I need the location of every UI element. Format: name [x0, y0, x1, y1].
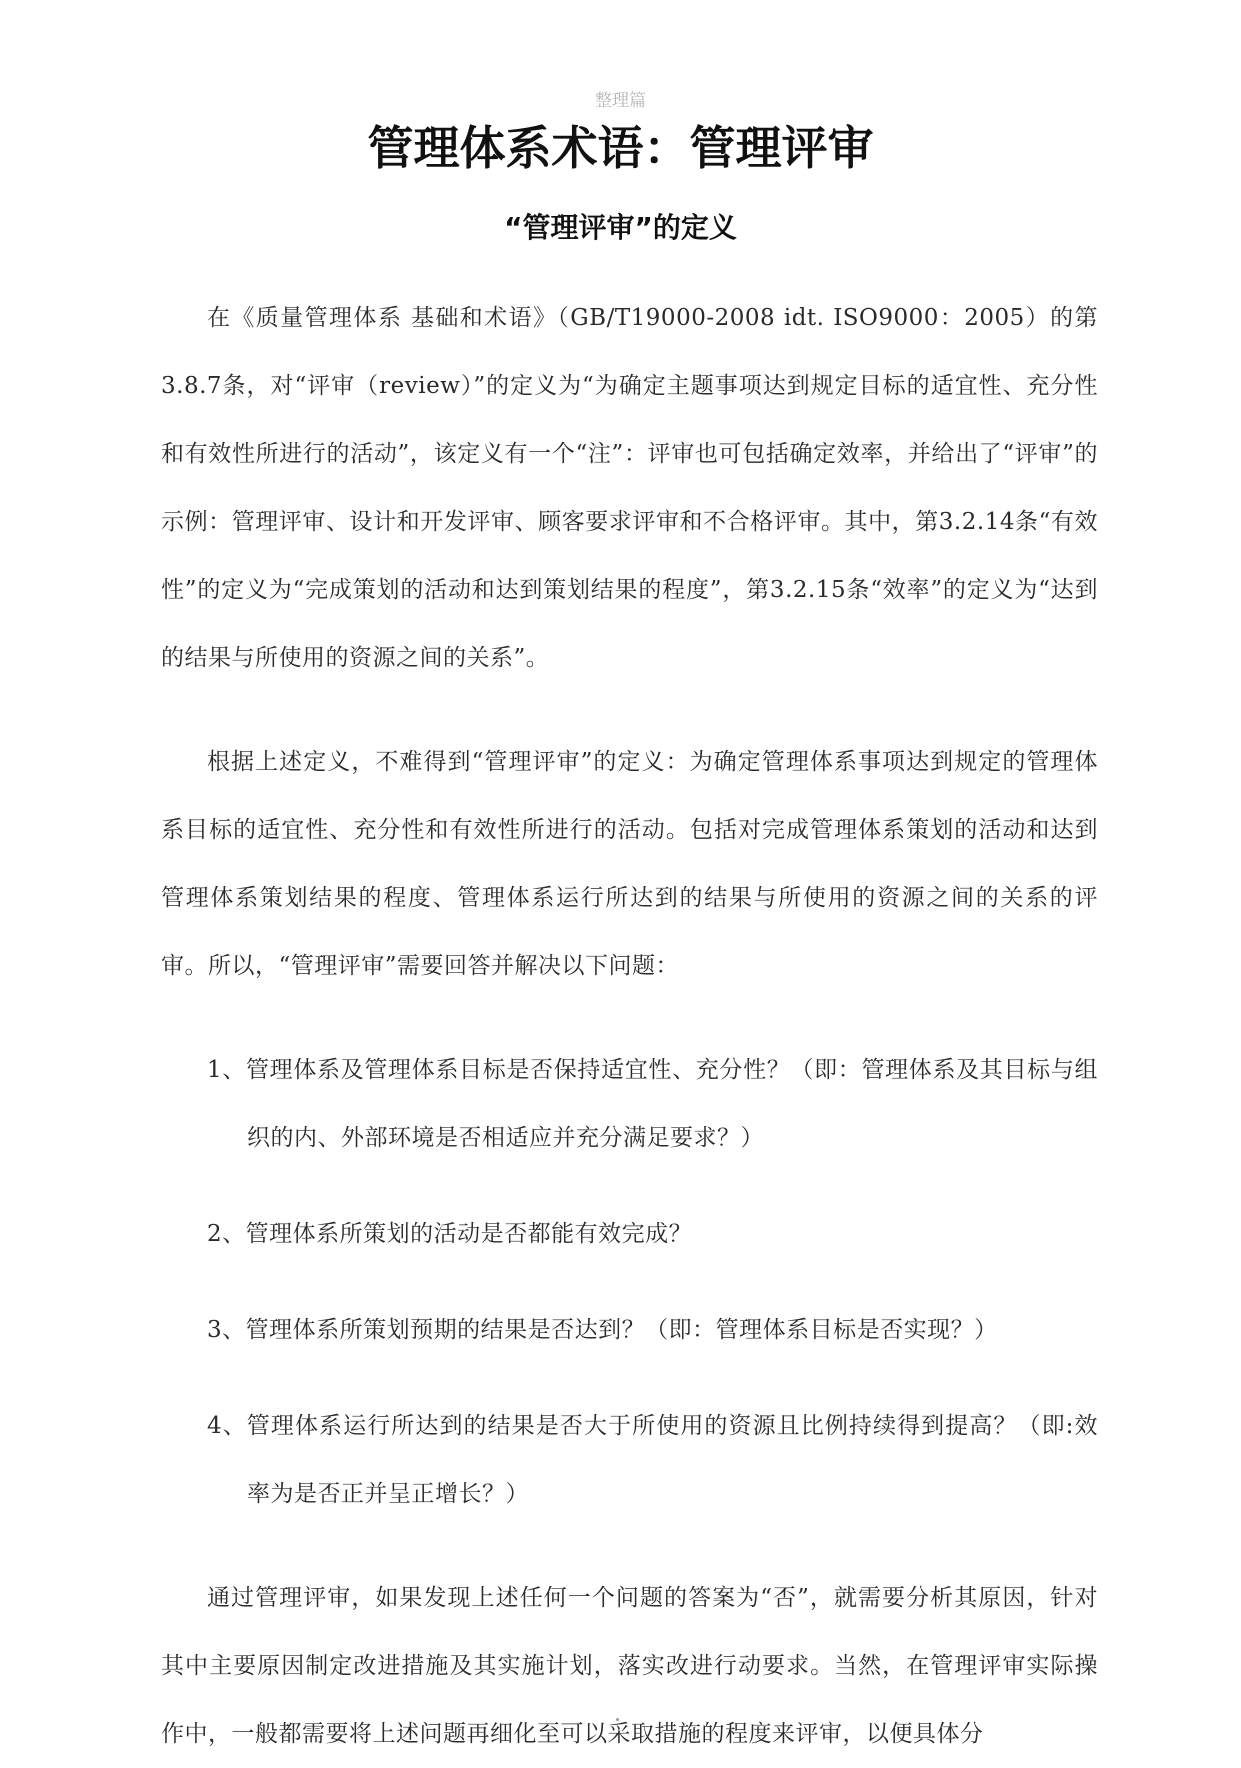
- list-item: 2、管理体系所策划的活动是否都能有效完成？: [207, 1221, 693, 1247]
- footer-dot: [616, 1718, 619, 1721]
- paragraph-definition-review: 在《质量管理体系 基础和术语》（GB/T19000-2008 idt. ISO9000：2005）的第3.8.7条，对“评审（review）”的定义为“为确定主题事项达到规定目标的适宜性、充分性和有效性所进行的活动”，该定义有一个“注”：评审也可包括确定效率，并给出了“评审”的示例：管理评审、设计和开发评审、顾客要求评审和不合格评审。其中，第3.2.14条“有效性”的定义为“完成策划的活动和达到策划结果的程度”，第3.2.15条“效率”的定义为“达到的结果与所使用的资源之间的关系”。: [161, 305, 1098, 671]
- header-note: 整理篇: [595, 91, 646, 111]
- list-item: 3、管理体系所策划预期的结果是否达到？（即：管理体系目标是否实现？）: [207, 1317, 998, 1343]
- list-item: 4、管理体系运行所达到的结果是否大于所使用的资源且比例持续得到提高？（即:效率为是否正并呈正增长？）: [207, 1413, 1098, 1507]
- paragraph-definition-management-review: 根据上述定义，不难得到“管理评审”的定义：为确定管理体系事项达到规定的管理体系目标的适宜性、充分性和有效性所进行的活动。包括对完成管理体系策划的活动和达到管理体系策划结果的程度、管理体系运行所达到的结果与所使用的资源之间的关系的评审。所以，“管理评审”需要回答并解决以下问题：: [161, 749, 1098, 979]
- document-body: [161, 284, 1098, 1768]
- document-title: 管理体系术语：管理评审: [367, 121, 874, 175]
- paragraph-conclusion: 通过管理评审，如果发现上述任何一个问题的答案为“否”，就需要分析其原因，针对其中主要原因制定改进措施及其实施计划，落实改进行动要求。当然，在管理评审实际操作中，一般都需要将上述问题再细化至可以采取措施的程度来评审，以便具体分: [161, 1585, 1098, 1747]
- section-subtitle: “管理评审”的定义: [504, 211, 737, 244]
- list-item: 1、管理体系及管理体系目标是否保持适宜性、充分性？（即：管理体系及其目标与组织的内、外部环境是否相适应并充分满足要求？）: [207, 1057, 1098, 1151]
